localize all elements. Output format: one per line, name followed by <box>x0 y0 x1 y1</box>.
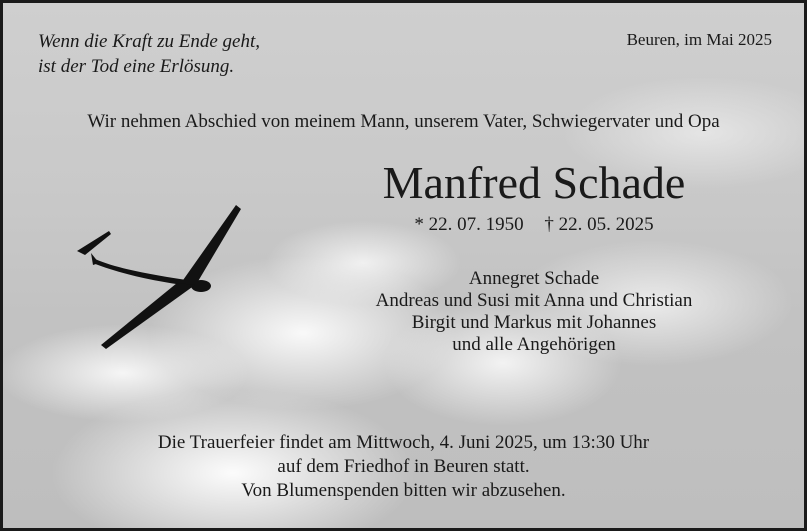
glider-icon <box>73 201 248 353</box>
mourner-line: Annegret Schade <box>468 268 600 289</box>
funeral-info <box>3 431 804 503</box>
deceased-name: Manfred Schade <box>382 157 686 208</box>
birth-date: * 22. 07. 1950 <box>414 214 524 235</box>
life-dates <box>303 214 765 236</box>
funeral-line-2: auf dem Friedhof in Beuren statt. <box>277 456 530 477</box>
mourners-list <box>303 268 765 356</box>
quote-line-2: ist der Tod eine Erlösung. <box>38 56 235 77</box>
mourner-line: und alle Angehörigen <box>452 334 616 355</box>
quote <box>38 29 260 79</box>
death-date: † 22. 05. 2025 <box>544 214 654 235</box>
funeral-line-1: Die Trauerfeier findet am Mittwoch, 4. Juni 2025, um 13:30 Uhr <box>157 432 650 453</box>
mourner-line: Andreas und Susi mit Anna und Christian <box>375 290 693 311</box>
funeral-line-3: Von Blumenspenden bitten wir abzusehen. <box>241 480 566 501</box>
farewell-text: Wir nehmen Abschied von meinem Mann, unserem Vater, Schwiegervater und Opa <box>87 111 720 132</box>
quote-line-1: Wenn die Kraft zu Ende geht, <box>38 31 260 52</box>
mourner-line: Birgit und Markus mit Johannes <box>411 312 657 333</box>
place-date: Beuren, im Mai 2025 <box>626 30 772 49</box>
